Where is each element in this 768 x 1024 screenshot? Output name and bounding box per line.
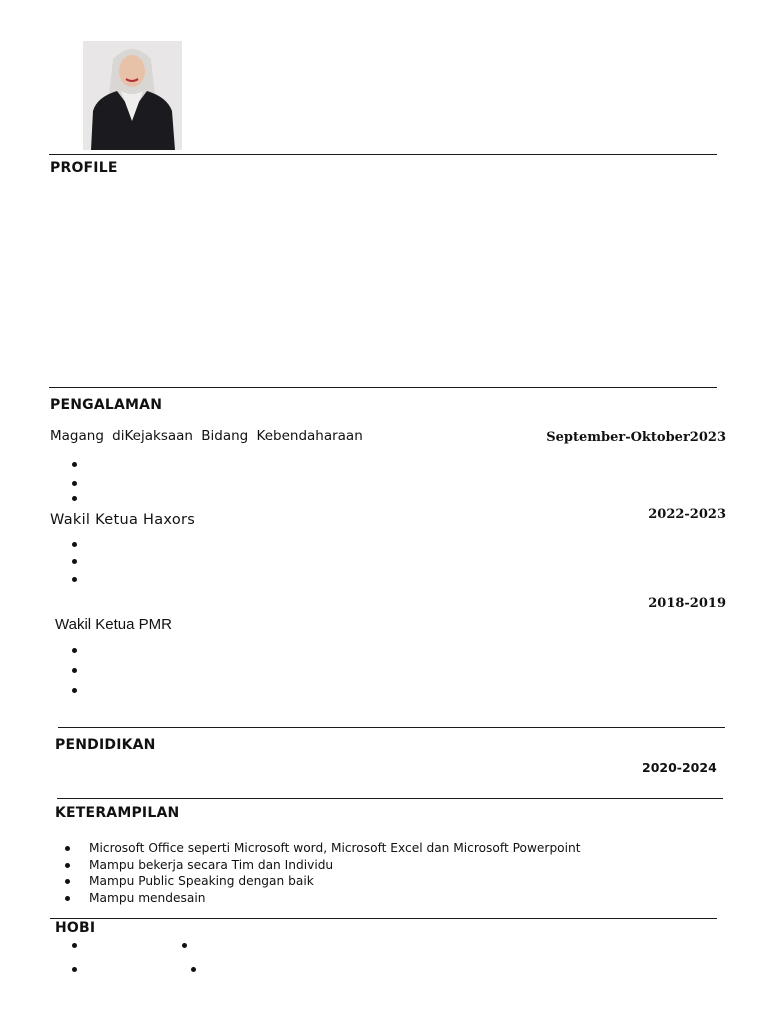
- bullet: [72, 496, 77, 501]
- skills-heading: KETERAMPILAN: [55, 805, 180, 821]
- skill-item: Mampu bekerja secara Tim dan Individu: [65, 857, 581, 874]
- bullet: [72, 967, 77, 972]
- divider: [57, 798, 723, 799]
- experience-entry-title: Wakil Ketua Haxors: [50, 512, 196, 528]
- experience-heading: PENGALAMAN: [50, 397, 163, 413]
- skill-item: Mampu Public Speaking dengan baik: [65, 873, 581, 890]
- bullet: [72, 668, 77, 673]
- bullet: [72, 559, 77, 564]
- bullet: [72, 462, 77, 467]
- bullet: [182, 943, 187, 948]
- bullet: [72, 481, 77, 486]
- experience-entry-date: 2022-2023: [648, 507, 726, 522]
- experience-entry-date: September-Oktober2023: [546, 430, 726, 445]
- divider: [49, 154, 717, 155]
- experience-entry-title: Wakil Ketua PMR: [55, 616, 172, 633]
- divider: [58, 727, 725, 728]
- bullet: [191, 967, 196, 972]
- skill-item: Microsoft Office seperti Microsoft word, Microsoft Excel dan Microsoft Powerpoint: [65, 840, 581, 857]
- education-heading: PENDIDIKAN: [55, 737, 156, 753]
- bullet: [72, 542, 77, 547]
- experience-entry-title: Magang diKejaksaan Bidang Kebendaharaan: [50, 428, 363, 444]
- skills-list: [65, 840, 581, 906]
- profile-photo: [83, 41, 182, 150]
- hobbies-heading: HOBI: [55, 920, 96, 936]
- experience-entry-date: 2018-2019: [648, 596, 726, 611]
- person-portrait-icon: [83, 41, 182, 150]
- bullet: [72, 943, 77, 948]
- divider: [50, 918, 717, 919]
- bullet: [72, 688, 77, 693]
- bullet: [72, 577, 77, 582]
- profile-heading: PROFILE: [50, 160, 118, 176]
- education-date: 2020-2024: [642, 760, 717, 775]
- bullet: [72, 648, 77, 653]
- skill-item: Mampu mendesain: [65, 890, 581, 907]
- divider: [49, 387, 717, 388]
